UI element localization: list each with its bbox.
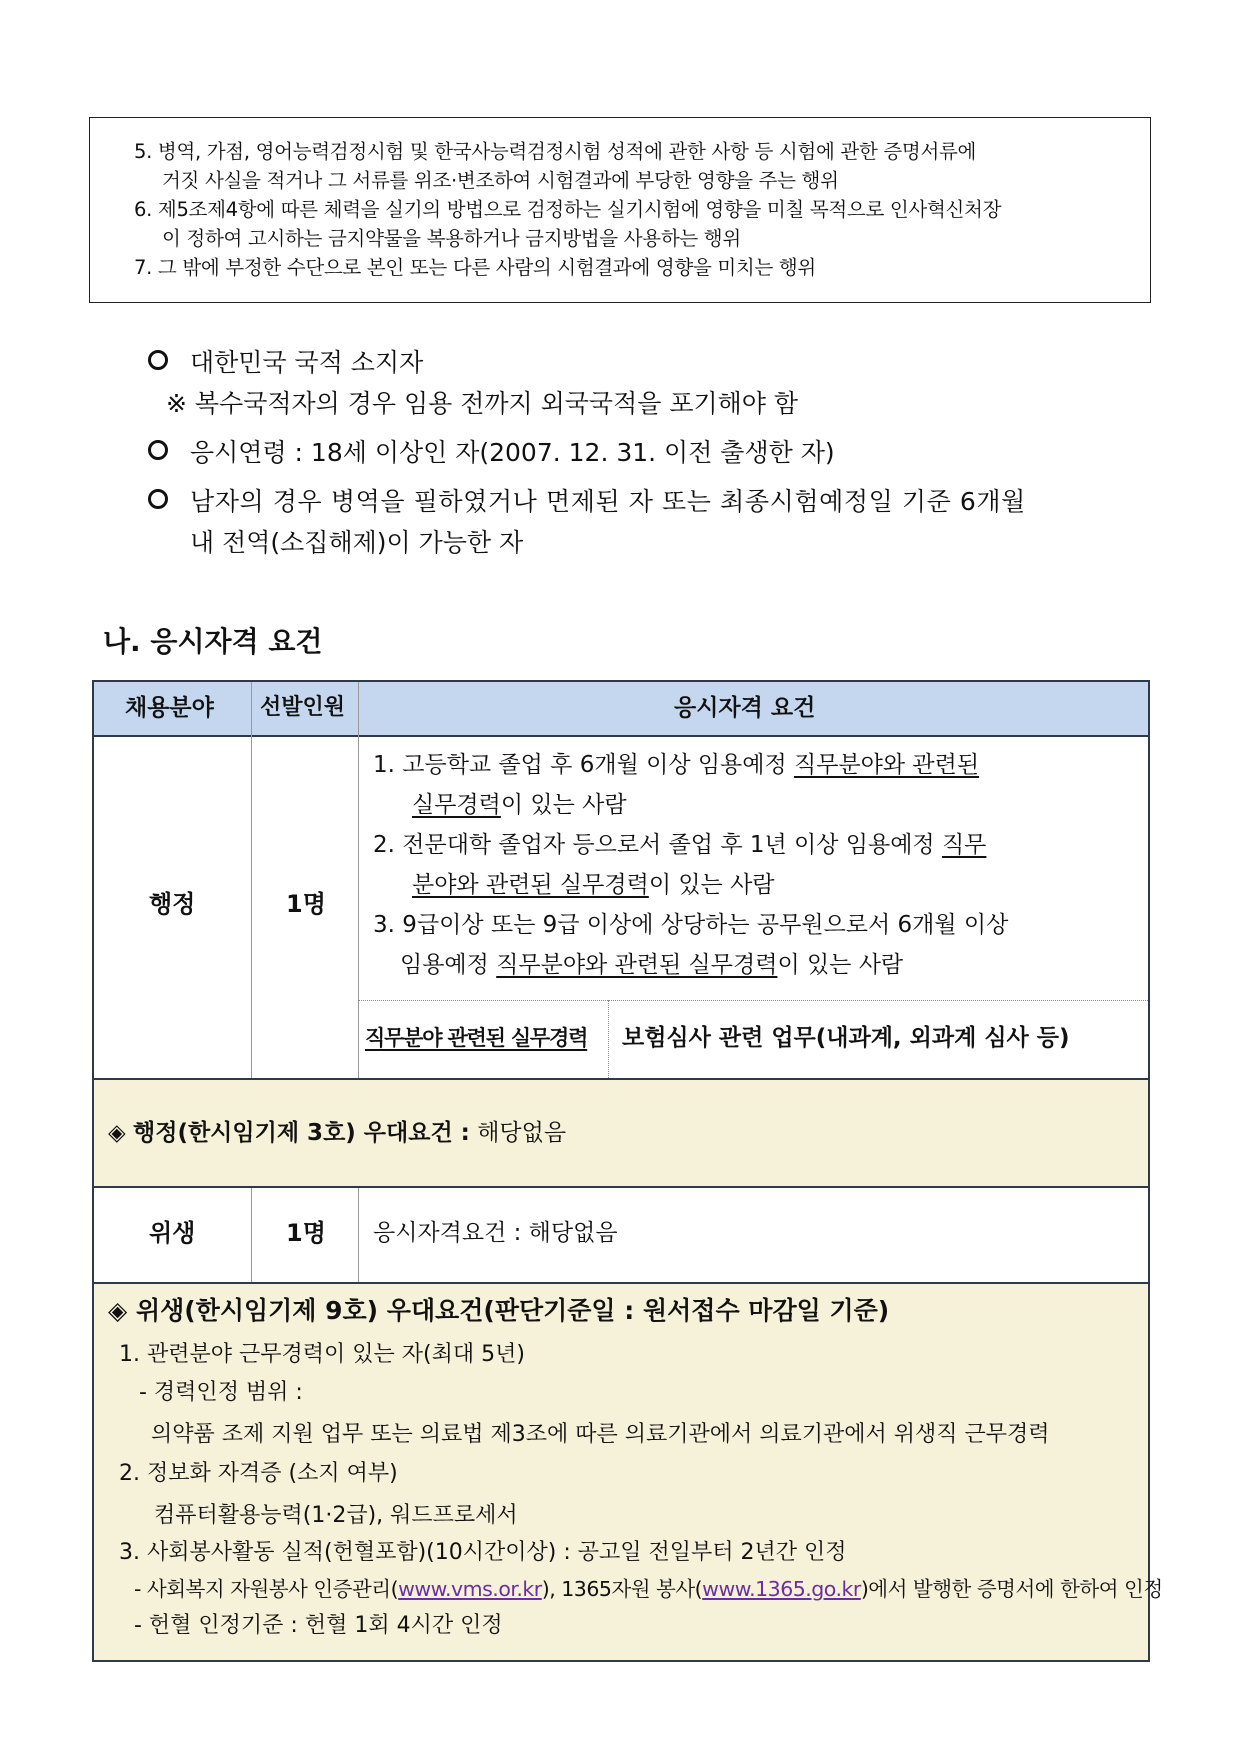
requirement-nationality: 대한민국 국적 소지자	[148, 346, 648, 380]
hygiene-pref-2-detail: 컴퓨터활용능력(1·2급), 워드프로세서	[154, 1503, 518, 1528]
header-count: 선발인원	[260, 695, 346, 720]
section-title: 나. 응시자격 요건	[103, 625, 323, 658]
header-qualification: 응시자격 요건	[674, 695, 816, 721]
prohibited-item-6-line-2: 이 정하여 고시하는 금지약물을 복용하거나 금지방법을 사용하는 행위	[162, 227, 741, 250]
admin-experience-label: 직무분야 관련된 실무경력	[365, 1026, 588, 1050]
admin-qual-2-line-1: 2. 전문대학 졸업자 등으로서 졸업 후 1년 이상 임용예정 직무	[373, 832, 987, 858]
hygiene-field: 위생	[149, 1219, 196, 1247]
admin-qual-3-line-1: 3. 9급이상 또는 9급 이상에 상당하는 공무원으로서 6개월 이상	[373, 912, 1009, 938]
vms-link[interactable]: www.vms.or.kr	[398, 1577, 542, 1601]
hygiene-pref-3-blood: - 헌혈 인정기준 : 헌혈 1회 4시간 인정	[134, 1613, 503, 1638]
requirement-nationality-note: ※ 복수국적자의 경우 임용 전까지 외국국적을 포기해야 함	[166, 389, 799, 418]
admin-qual-3-line-2: 임용예정 직무분야와 관련된 실무경력이 있는 사람	[400, 952, 904, 978]
hygiene-pref-1: 1. 관련분야 근무경력이 있는 자(최대 5년)	[119, 1342, 525, 1367]
admin-field: 행정	[149, 890, 196, 918]
hygiene-pref-3: 3. 사회봉사활동 실적(헌혈포함)(10시간이상) : 공고일 전일부터 2년간 인정	[119, 1540, 847, 1565]
table-header-row	[94, 682, 1148, 735]
circle-bullet-icon	[148, 350, 168, 370]
admin-count: 1명	[286, 890, 326, 918]
prohibited-item-7: 7. 그 밖에 부정한 수단으로 본인 또는 다른 사람의 시험결과에 영향을 미치는 행위	[134, 256, 816, 279]
hygiene-pref-3-detail: - 사회복지 자원봉사 인증관리(www.vms.or.kr), 1365자원 봉사(www.1365.go.kr)에서 발행한 증명서에 한하여 인정	[134, 1577, 1163, 1601]
header-field: 채용분야	[125, 695, 214, 721]
admin-qual-2-line-2: 분야와 관련된 실무경력이 있는 사람	[412, 872, 775, 898]
admin-qual-1-line-1: 1. 고등학교 졸업 후 6개월 이상 임용예정 직무분야와 관련된	[373, 752, 980, 778]
requirement-military: 남자의 경우 병역을 필하였거나 면제된 자 또는 최종시험예정일 기준 6개월	[148, 485, 1158, 519]
admin-preference: ◈ 행정(한시임기제 3호) 우대요건 : 해당없음	[108, 1120, 567, 1146]
qualification-table	[92, 680, 1163, 1662]
prohibited-item-5-line-1: 5. 병역, 가점, 영어능력검정시험 및 한국사능력검정시험 성적에 관한 사항 등 시험에 관한 증명서류에	[134, 140, 977, 163]
1365-link[interactable]: www.1365.go.kr	[702, 1577, 861, 1601]
hygiene-preference-title: ◈ 위생(한시임기제 9호) 우대요건(판단기준일 : 원서접수 마감일 기준)	[108, 1296, 890, 1325]
admin-qual-1-line-2: 실무경력이 있는 사람	[412, 792, 627, 818]
diamond-bullet-icon: ◈	[108, 1120, 126, 1146]
requirement-military-line-2: 내 전역(소집해제)이 가능한 자	[190, 528, 524, 557]
circle-bullet-icon	[148, 489, 168, 509]
prohibited-item-6-line-1: 6. 제5조제4항에 따른 체력을 실기의 방법으로 검정하는 실기시험에 영향을 미칠 목적으로 인사혁신처장	[134, 198, 1002, 221]
diamond-bullet-icon: ◈	[108, 1296, 128, 1325]
hygiene-pref-2: 2. 정보화 자격증 (소지 여부)	[119, 1461, 398, 1486]
hygiene-qualification: 응시자격요건 : 해당없음	[373, 1220, 618, 1246]
prohibited-item-5-line-2: 거짓 사실을 적거나 그 서류를 위조·변조하여 시험결과에 부당한 영향을 주는 행위	[162, 169, 839, 192]
circle-bullet-icon	[148, 440, 168, 460]
requirement-age: 응시연령 : 18세 이상인 자(2007. 12. 31. 이전 출생한 자)	[148, 436, 1048, 470]
hygiene-pref-1-range-label: - 경력인정 범위 :	[139, 1380, 303, 1405]
hygiene-count: 1명	[286, 1219, 326, 1247]
prohibited-acts-box	[89, 117, 1151, 303]
admin-experience-value: 보험심사 관련 업무(내과계, 외과계 심사 등)	[622, 1025, 1070, 1051]
hygiene-pref-1-range: 의약품 조제 지원 업무 또는 의료법 제3조에 따른 의료기관에서 의료기관에서 위생직 근무경력	[151, 1422, 1050, 1447]
